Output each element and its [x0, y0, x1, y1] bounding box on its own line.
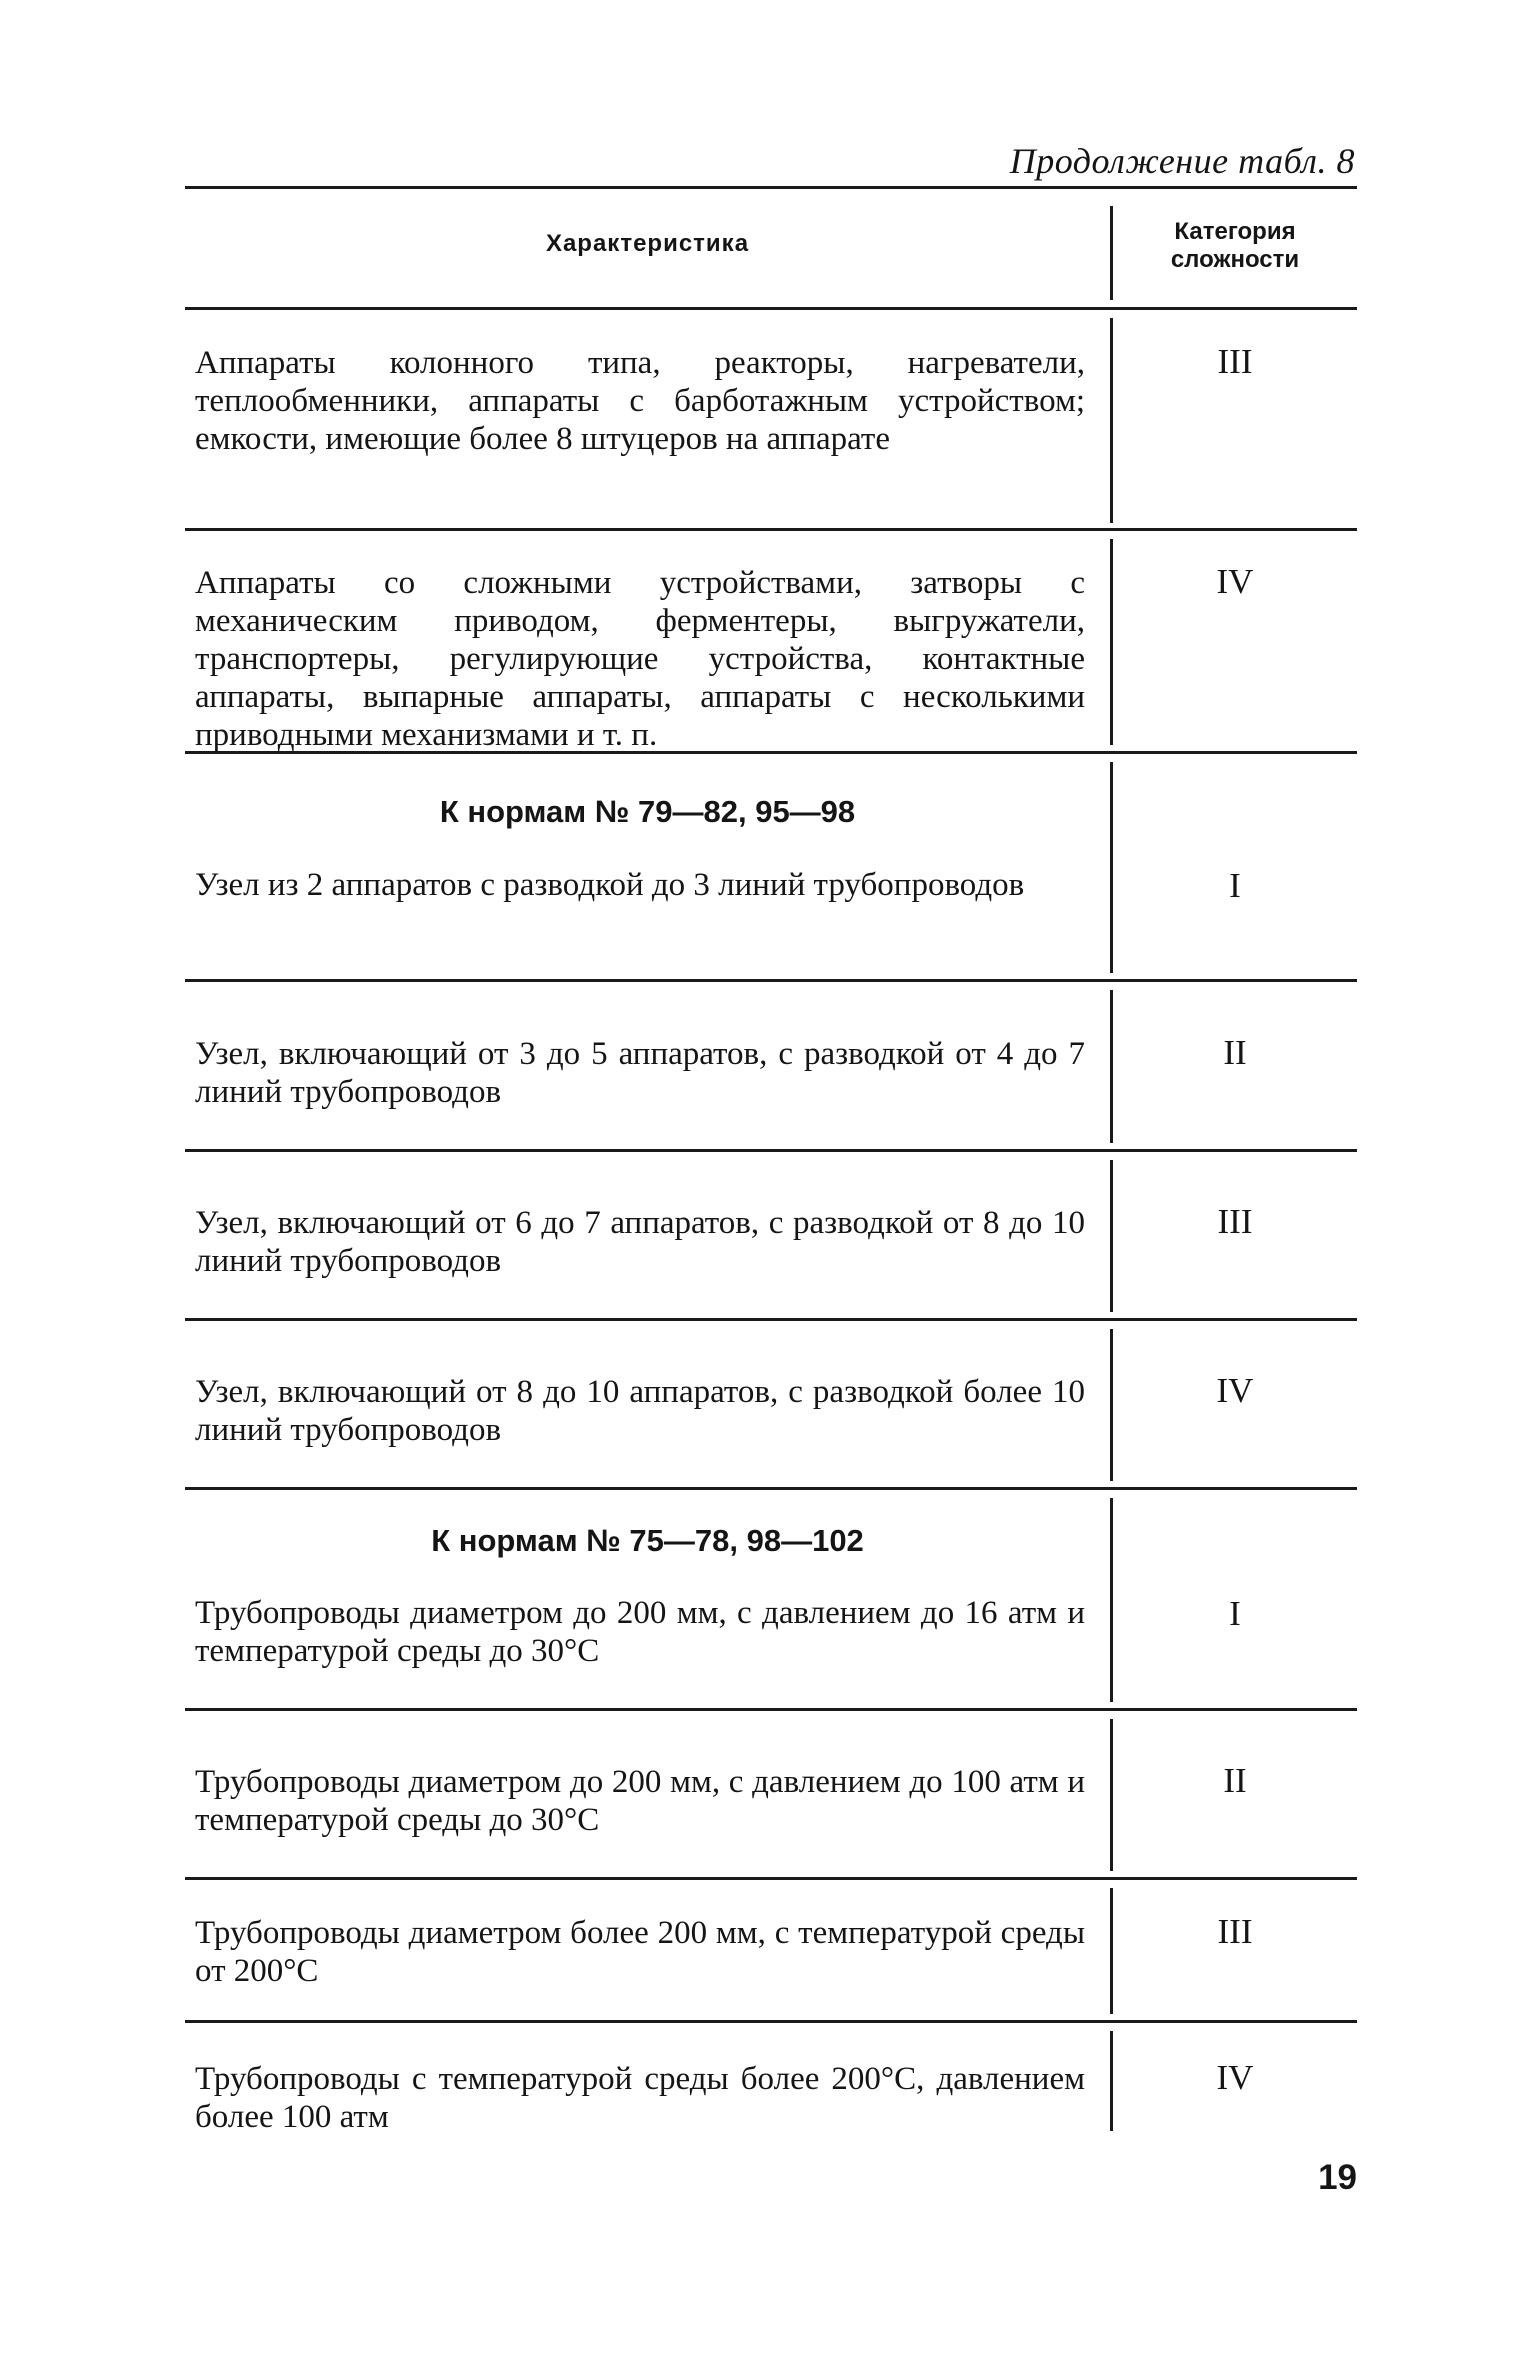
row-divider — [185, 979, 1357, 982]
row-2-text: Аппараты со сложными устройствами, затворы с механическим приводом, ферментеры, выгружатели, транспортеры, регулирующие устройства, контактные аппараты, выпарные аппараты, аппараты с несколькими приводными механизмами и т. п. — [195, 565, 1085, 753]
row-divider — [185, 1149, 1357, 1152]
row-divider — [185, 1487, 1357, 1490]
row-7-category: I — [1229, 1594, 1241, 1633]
row-divider — [185, 528, 1357, 531]
header-bottom-rule — [185, 307, 1357, 310]
header-category-line2: сложности — [1170, 246, 1300, 273]
table-top-rule — [185, 186, 1357, 189]
row-3-text: Узел из 2 аппаратов с разводкой до 3 линий трубопроводов — [195, 867, 1025, 903]
header-category-line1: Категория — [1174, 218, 1296, 245]
row-2-category: IV — [1216, 562, 1254, 601]
row-1-text: Аппараты колонного типа, реакторы, нагреватели, теплообменники, аппараты с барботажным устройством; емкости, имеющие более 8 штуцеров на аппарате — [195, 345, 1085, 457]
header-characteristic: Характеристика — [545, 230, 750, 257]
row-4-category: II — [1223, 1033, 1247, 1072]
row-9-text: Трубопроводы диаметром более 200 мм, с температурой среды от 200°С — [195, 1915, 1085, 1989]
row-10-text: Трубопроводы с температурой среды более 200°С, давлением более 100 атм — [195, 2061, 1085, 2135]
row-6-category: IV — [1216, 1371, 1254, 1410]
row-6-text: Узел, включающий от 8 до 10 аппаратов, с разводкой более 10 линий трубопроводов — [195, 1374, 1085, 1448]
header-category — [1113, 218, 1357, 274]
row-divider — [185, 1708, 1357, 1711]
row-divider — [185, 2020, 1357, 2023]
row-3-category: I — [1229, 866, 1241, 905]
section-header-2: К нормам № 75—78, 98—102 — [431, 1523, 864, 1558]
row-divider — [185, 1877, 1357, 1880]
row-10-category: IV — [1216, 2058, 1254, 2097]
row-9-category: III — [1217, 1912, 1253, 1951]
row-divider — [185, 1318, 1357, 1321]
row-5-category: III — [1217, 1202, 1253, 1241]
row-5-text: Узел, включающий от 6 до 7 аппаратов, с разводкой от 8 до 10 линий трубопроводов — [195, 1205, 1085, 1279]
section-header-1: К нормам № 79—82, 95—98 — [439, 794, 856, 829]
row-4-text: Узел, включающий от 3 до 5 аппаратов, с разводкой от 4 до 7 линий трубопроводов — [195, 1036, 1085, 1110]
row-7-text: Трубопроводы диаметром до 200 мм, с давлением до 16 атм и температурой среды до 30°С — [195, 1595, 1085, 1669]
row-8-category: II — [1223, 1761, 1247, 1800]
row-8-text: Трубопроводы диаметром до 200 мм, с давлением до 100 атм и температурой среды до 30°С — [195, 1764, 1085, 1838]
table-caption: Продолжение табл. 8 — [1009, 141, 1355, 181]
page-number: 19 — [1318, 2158, 1357, 2197]
row-1-category: III — [1217, 342, 1253, 381]
